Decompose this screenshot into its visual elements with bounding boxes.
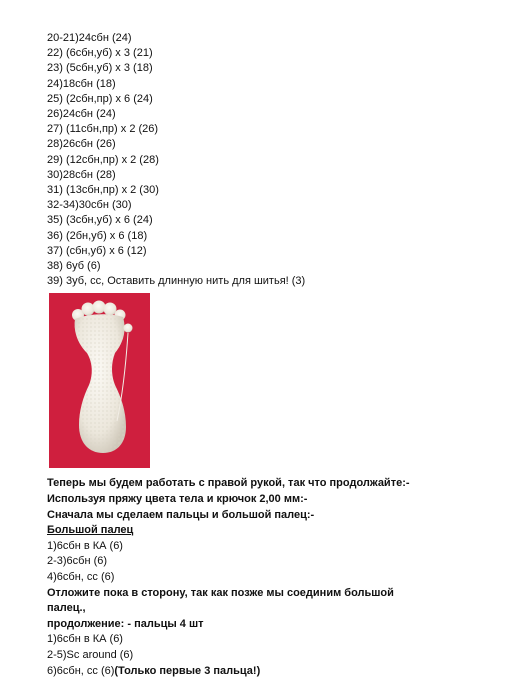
pattern-row: 29) (12сбн,пр) x 2 (28) [47,153,159,166]
pattern-row: 37) (сбн,уб) x 6 (12) [47,244,147,257]
set-aside-note: Отложите пока в сторону, так как позже мы соединим большой [47,586,394,599]
thumb-row: 2-3)6сбн (6) [47,555,108,568]
finger-row: 6)6сбн, сс (6) [47,664,115,677]
pattern-row: 27) (11сбн,пр) x 2 (26) [47,123,159,136]
pattern-row: 20-21)24сбн (24) [47,32,132,44]
pattern-row: 31) (13сбн,пр) x 2 (30) [47,184,159,197]
instructions-section [47,476,487,679]
pattern-row: 28)26сбн (26) [47,138,116,151]
thumb-row: 4)6сбн, сс (6) [47,571,115,584]
finger-note: (Только первые 3 пальца!) [114,664,261,677]
finger-row-last [47,664,487,680]
pattern-row: 25) (2сбн,пр) x 6 (24) [47,92,153,105]
pattern-row: 36) (2бн,уб) x 6 (18) [47,229,148,242]
pattern-row: 26)24сбн (24) [47,108,116,121]
pattern-row: 30)28сбн (28) [47,168,116,181]
pattern-row: 38) 6уб (6) [47,260,101,273]
continue-heading: продолжение: - пальцы 4 шт [47,617,204,630]
pattern-rows [47,31,487,289]
finger-row: 1)6сбн в КА (6) [47,633,123,646]
pattern-row: 24)18сбн (18) [47,77,116,90]
thumb-heading: Большой палец [47,524,134,537]
document-page [47,31,487,679]
pattern-row: 35) (3сбн,уб) x 6 (24) [47,214,153,227]
finger-row: 2-5)Sc around (6) [47,648,134,661]
pattern-row: 32-34)30сбн (30) [47,199,132,212]
pattern-row: 23) (5сбн,уб) x 3 (18) [47,62,153,75]
pattern-row: 39) 3уб, сс, Оставить длинную нить для шитья! (3) [47,275,306,288]
set-aside-note: палец., [47,602,86,615]
crochet-leg [72,301,133,454]
pattern-row: 22) (6сбн,уб) x 3 (21) [47,47,153,60]
thumb-row: 1)6сбн в КА (6) [47,539,123,552]
crochet-leg-illustration [49,293,150,468]
crochet-leg-photo [49,293,150,468]
intro-line: Сначала мы сделаем пальцы и большой палец:- [47,508,315,521]
intro-line: Теперь мы будем работать с правой рукой, так что продолжайте:- [47,477,410,490]
intro-line: Используя пряжу цвета тела и крючок 2,00 мм:- [47,493,308,506]
